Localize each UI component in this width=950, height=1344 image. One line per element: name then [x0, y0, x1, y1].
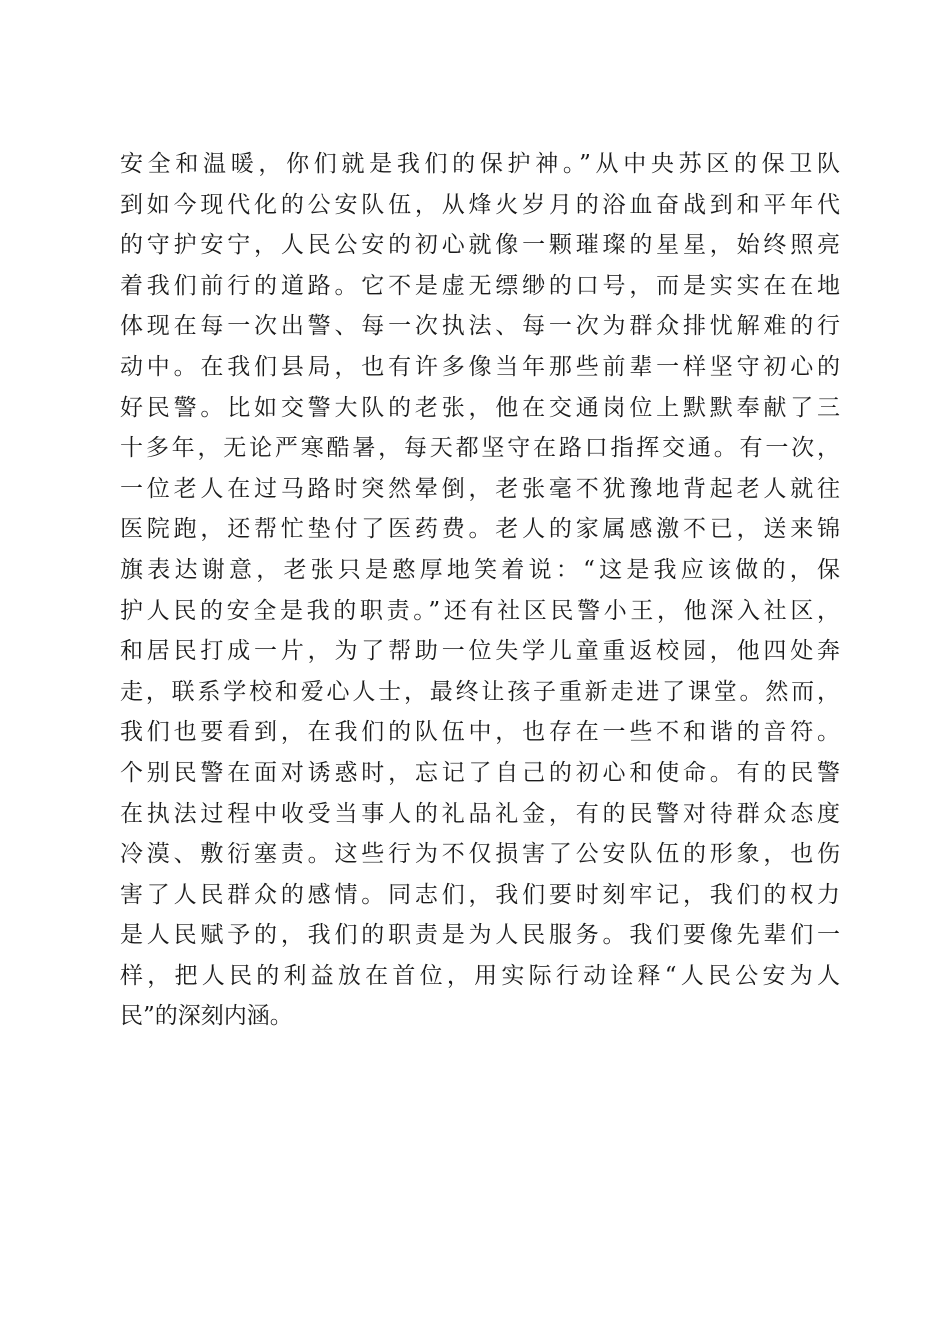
- text-line-last: 民”的深刻内涵。: [120, 1003, 293, 1030]
- text-line: 十多年，无论严寒酷暑，每天都坚守在路口指挥交通。有一次，: [120, 435, 840, 462]
- text-line: 和居民打成一片，为了帮助一位失学儿童重返校园，他四处奔: [120, 638, 840, 665]
- text-line: 一位老人在过马路时突然晕倒，老张毫不犹豫地背起老人就往: [120, 475, 840, 502]
- text-line: 在执法过程中收受当事人的礼品礼金，有的民警对待群众态度: [120, 800, 840, 827]
- text-line: 害了人民群众的感情。同志们，我们要时刻牢记，我们的权力: [120, 881, 840, 908]
- text-line: 安全和温暖，你们就是我们的保护神。”从中央苏区的保卫队: [120, 151, 840, 177]
- text-line: 样，把人民的利益放在首位，用实际行动诠释“人民公安为人: [120, 962, 840, 989]
- text-line: 旗表达谢意，老张只是憨厚地笑着说：“这是我应该做的，保: [120, 556, 840, 583]
- text-line: 医院跑，还帮忙垫付了医药费。老人的家属感激不已，送来锦: [120, 516, 840, 543]
- body-paragraph: [120, 144, 840, 1037]
- text-line: 是人民赋予的，我们的职责是为人民服务。我们要像先辈们一: [120, 922, 840, 949]
- text-line: 冷漠、敷衍塞责。这些行为不仅损害了公安队伍的形象，也伤: [120, 841, 840, 868]
- text-line: 体现在每一次出警、每一次执法、每一次为群众排忧解难的行: [120, 313, 840, 340]
- text-line: 着我们前行的道路。它不是虚无缥缈的口号，而是实实在在地: [120, 272, 840, 299]
- text-line: 到如今现代化的公安队伍，从烽火岁月的浴血奋战到和平年代: [120, 191, 840, 218]
- text-line: 动中。在我们县局，也有许多像当年那些前辈一样坚守初心的: [120, 353, 840, 380]
- text-line: 护人民的安全是我的职责。”还有社区民警小王，他深入社区，: [120, 597, 840, 624]
- text-line: 走，联系学校和爱心人士，最终让孩子重新走进了课堂。然而，: [120, 678, 840, 705]
- text-line: 好民警。比如交警大队的老张，他在交通岗位上默默奉献了三: [120, 394, 840, 421]
- text-line: 我们也要看到，在我们的队伍中，也存在一些不和谐的音符。: [120, 719, 840, 746]
- text-line: 个别民警在面对诱惑时，忘记了自己的初心和使命。有的民警: [120, 759, 840, 786]
- text-line: 的守护安宁，人民公安的初心就像一颗璀璨的星星，始终照亮: [120, 232, 840, 259]
